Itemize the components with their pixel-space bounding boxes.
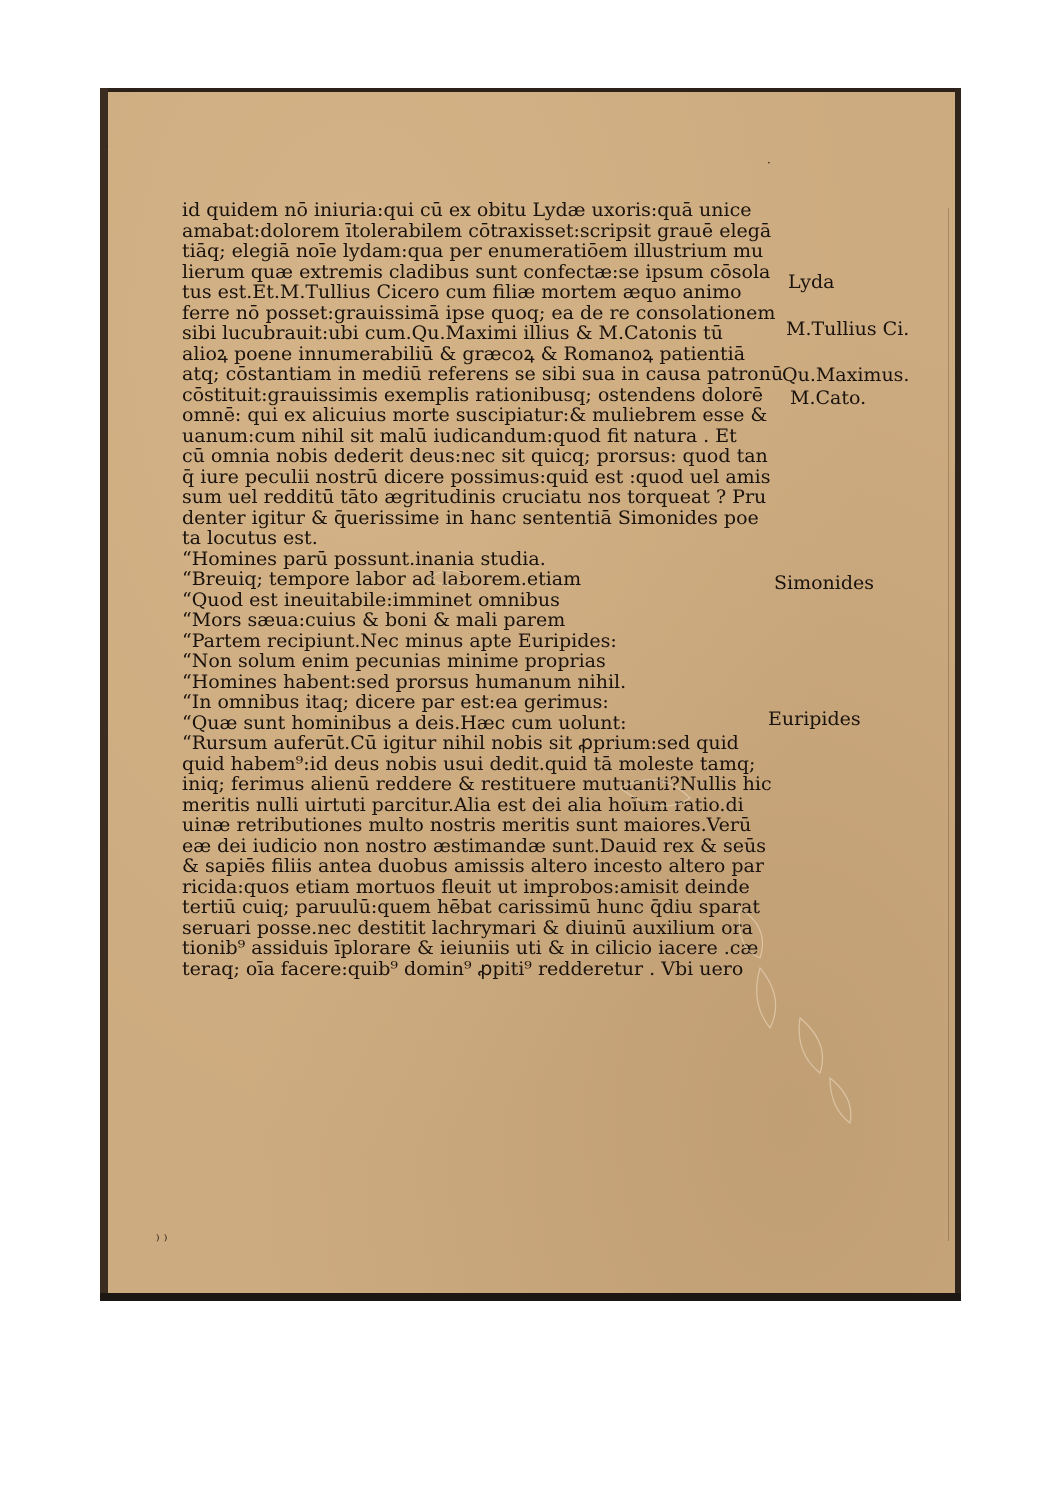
- text-line: ricida:quos etiam mortuos fleuit ut improbos:amisit deinde: [182, 875, 750, 898]
- marginal-note-maximus: Qu.Maximus.: [782, 364, 910, 386]
- text-line: cōstituit:grauissimis exemplis rationibusq; ostendens dolorē: [182, 383, 764, 406]
- text-line: denter igitur & q̄uerissime in hanc sententiā Simonides poe: [182, 506, 759, 529]
- verse-line: “Homines parū possunt.inania studia.: [182, 547, 546, 570]
- marginal-note-euripides: Euripides: [768, 708, 861, 730]
- verse-line: “Homines habent:sed prorsus humanum nihil.: [182, 670, 627, 693]
- margin-dot: ·: [105, 140, 109, 154]
- signature-mark: ⁾ ⁾: [156, 1233, 168, 1249]
- text-line: sibi lucubrauit:ubi cum.Qu.Maximi illius & M.Catonis tū: [182, 322, 723, 344]
- text-line: lierum quæ extremis cladibus sunt confectæ:se ipsum cōsola: [182, 260, 771, 283]
- marginal-note-cato: M.Cato.: [790, 387, 867, 409]
- scanned-page: [100, 88, 961, 1301]
- text-line: uanum:cum nihil sit malū iudicandum:quod fit natura . Et: [182, 424, 737, 447]
- marginal-note-tullius: M.Tullius Ci.: [786, 318, 910, 340]
- verse-line: “Mors sæua:cuius & boni & mali parem: [182, 609, 566, 631]
- verse-line: “In omnibus itaq; dicere par est:ea gerimus:: [182, 691, 609, 713]
- verse-line: “Partem recipiunt.Nec minus apte Euripides:: [182, 629, 617, 652]
- text-line: ferre nō posset:grauissimā ipse quoq; ea de re consolationem: [182, 301, 776, 324]
- text-line: ta locutus est.: [182, 527, 318, 549]
- text-line: amabat:dolorem ītolerabilem cōtraxisset:scripsit grauē elegā: [182, 219, 772, 242]
- text-line: id quidem nō iniuria:qui cū ex obitu Lydæ uxoris:quā unice: [182, 199, 752, 221]
- watermark-flourish: [100, 88, 961, 1301]
- text-line: q̄ iure peculii nostrū dicere possimus:quid est :quod uel amis: [182, 465, 771, 488]
- verse-line: “Breuiq; tempore labor ad laborem.etiam: [182, 568, 582, 590]
- marginal-note-simonides: Simonides: [774, 572, 875, 594]
- text-line: tionib⁹ assiduis īplorare & ieiuniis uti & in cilicio iacere .cæ: [182, 937, 759, 959]
- text-line: alioꝝ poene innumerabiliū & græcoꝝ & Romanoꝝ patientiā: [182, 342, 746, 365]
- text-line: tus est.Et.M.Tullius Cicero cum filiæ mortem æquo animo: [182, 281, 742, 303]
- text-line: uinæ retributiones multo nostris meritis sunt maiores.Verū: [182, 814, 752, 836]
- text-line: & sapiēs filiis antea duobus amissis altero incesto altero par: [182, 855, 764, 877]
- text-line: cū omnia nobis dederit deus:nec sit quicq; prorsus: quod tan: [182, 445, 768, 467]
- text-line: meritis nulli uirtuti parcitur.Alia est dei alia hoīum ratio.di: [182, 793, 744, 816]
- verse-line: “Quæ sunt hominibus a deis.Hæc cum uolunt:: [182, 711, 627, 734]
- text-line: iniq; ferimus alienū reddere & restituere mutuanti?Nullis hic: [182, 773, 772, 795]
- text-line: tertiū cuiq; paruulū:quem hēbat carissimū hunc q̄diu sparat: [182, 896, 760, 918]
- text-line: teraq; oīa facere:quib⁹ domin⁹ ꝓpiti⁹ redderetur . Vbi uero: [182, 957, 744, 980]
- text-line: atq; cōstantiam in mediū referens se sibi sua in causa patronū: [182, 363, 784, 385]
- text-line: sum uel redditū tāto ægritudinis cruciatu nos torqueat ? Pru: [182, 486, 767, 508]
- verse-line: “Quod est ineuitabile:imminet omnibus: [182, 588, 560, 611]
- text-line: tiāq; elegiā noīe lydam:qua per enumeratiōem illustrium mu: [182, 240, 764, 262]
- verse-line: “Non solum enim pecunias minime proprias: [182, 650, 606, 672]
- marginal-note-lyda: Lyda: [788, 271, 835, 293]
- text-line: seruari posse.nec destitit lachrymari & diuinū auxilium ora: [182, 916, 753, 939]
- page-dot: ·: [767, 156, 771, 170]
- text-line: quid habem⁹:id deus nobis usui dedit.quid tā moleste tamq;: [182, 752, 756, 775]
- text-line: eæ dei iudicio non nostro æstimandæ sunt.Dauid rex & seūs: [182, 834, 766, 857]
- verse-line: “Rursum auferūt.Cū igitur nihil nobis sit ꝓprium:sed quid: [182, 732, 739, 754]
- text-line: omnē: qui ex alicuius morte suscipiatur:& muliebrem esse &: [182, 404, 768, 426]
